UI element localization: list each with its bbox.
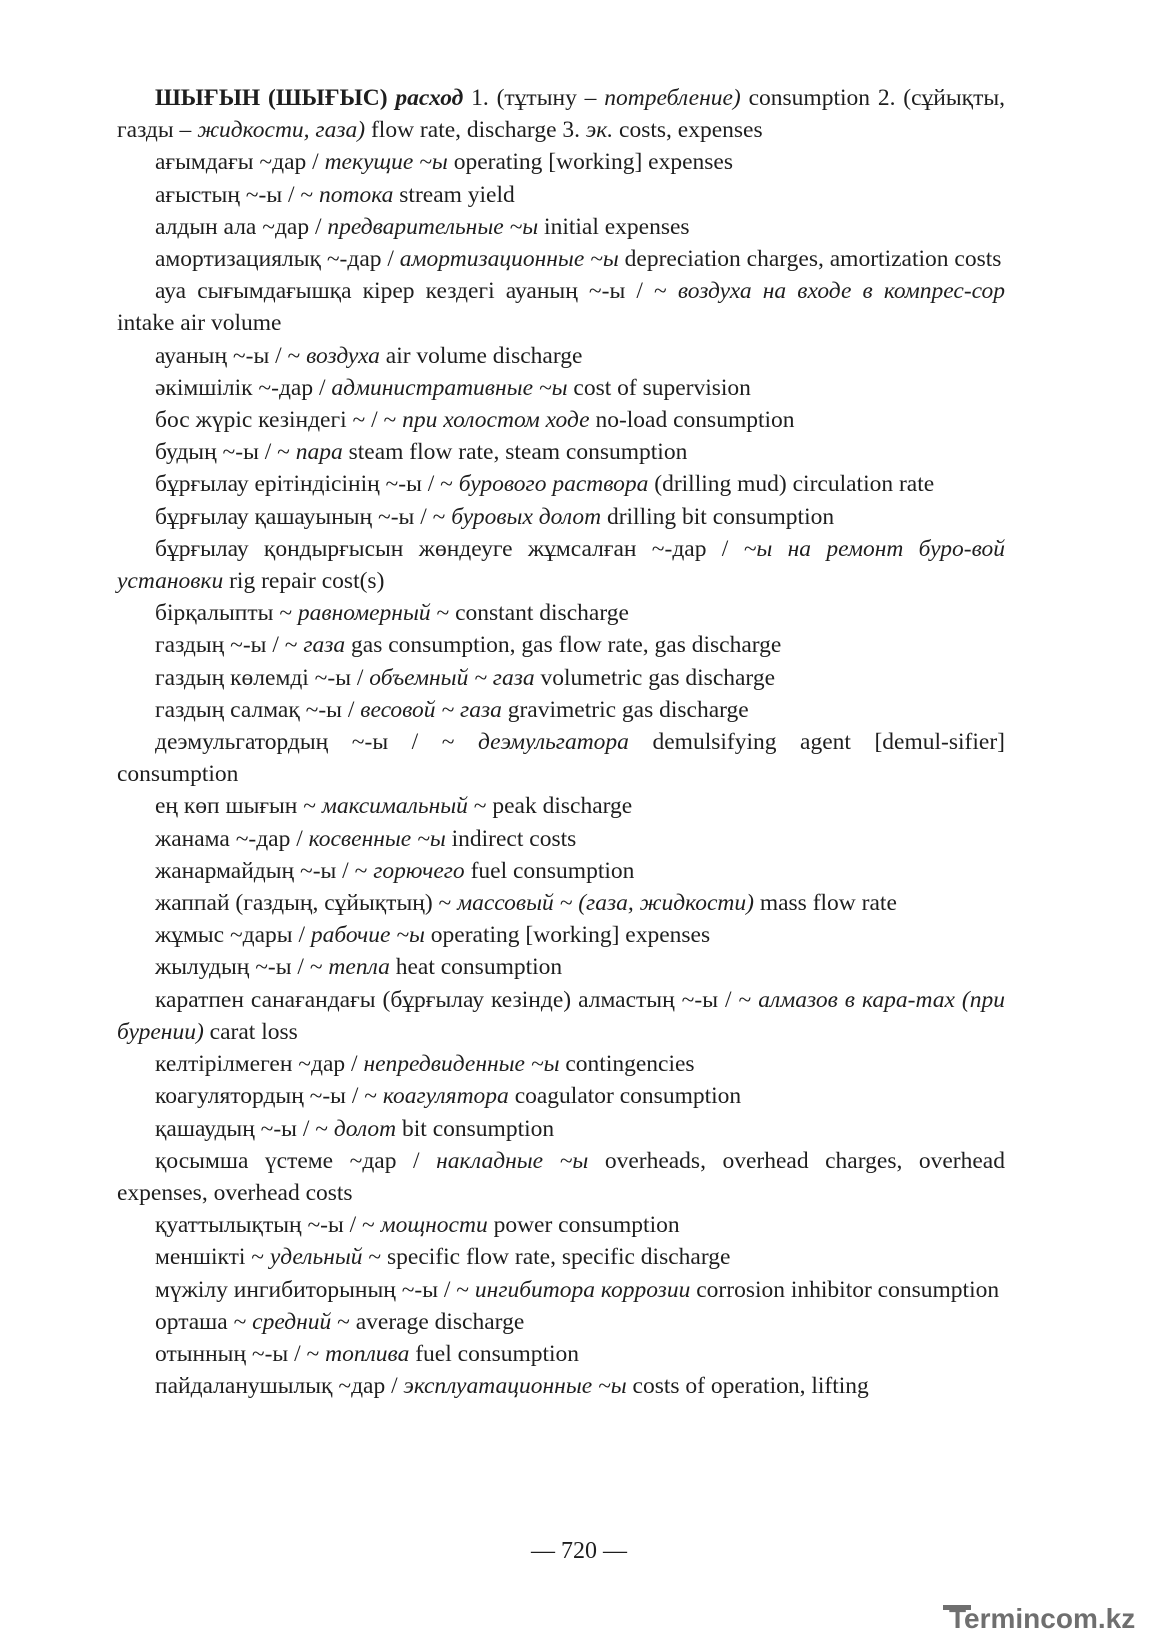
dictionary-entry (117, 919, 1005, 951)
page-number: — 720 — (531, 1538, 627, 1564)
term-text: mass flow rate (753, 890, 897, 917)
dictionary-entry (117, 404, 1005, 436)
dictionary-entry (117, 823, 1005, 855)
dictionary-entry (117, 597, 1005, 629)
term-text: жанармайдың ~-ы / ~ (155, 857, 374, 884)
term-text: depreciation charges, amortization costs (618, 246, 1002, 273)
russian-equivalent: рабочие ~ы (310, 922, 425, 949)
russian-equivalent: предварительные ~ы (327, 213, 539, 240)
term-text: деэмульгатордың ~-ы / ~ (155, 729, 478, 756)
russian-equivalent: удельный (269, 1244, 363, 1271)
russian-equivalent: потока (319, 181, 394, 208)
logo-text: Termincom.kz (949, 1603, 1136, 1634)
term-text: әкімшілік ~-дар / (155, 374, 332, 401)
term-text: costs, expenses (613, 117, 763, 144)
term-text: flow rate, discharge 3. (365, 117, 586, 144)
term-text: амортизациялық ~-дар / (155, 246, 400, 273)
russian-equivalent: алмазов в кара-тах (при бурении) (117, 986, 1005, 1045)
term-text: орташа ~ (155, 1308, 253, 1335)
russian-equivalent: коагулятора (382, 1083, 509, 1110)
term-text: ағымдағы ~дар / (155, 149, 325, 176)
term-text: fuel consumption (409, 1340, 580, 1367)
russian-equivalent: при холостом ходе (402, 407, 590, 434)
dictionary-entry (117, 790, 1005, 822)
term-text: келтірілмеген ~дар / (155, 1051, 364, 1078)
russian-equivalent: эксплуатационные ~ы (403, 1373, 627, 1400)
term-text: ағыстың ~-ы / ~ (155, 181, 319, 208)
term-text: coagulator consumption (508, 1083, 742, 1110)
dictionary-entry (117, 146, 1005, 178)
russian-equivalent: накладные ~ы (436, 1147, 589, 1174)
russian-equivalent: административные ~ы (331, 374, 568, 401)
term-text: бос жүріс кезіндегі ~ / ~ (155, 407, 403, 434)
russian-equivalent: амортизационные ~ы (399, 246, 619, 273)
term-text: каратпен санағандағы (бұрғылау кезінде) алмастың ~-ы / ~ (155, 986, 759, 1013)
russian-equivalent: воздуха на входе в компрес-сор (677, 278, 1005, 305)
term-text: газдың салмақ ~-ы / (155, 696, 361, 723)
russian-equivalent: пара (295, 439, 343, 466)
dictionary-entry (117, 1209, 1005, 1241)
dictionary-entry (117, 951, 1005, 983)
term-text: demulsifying agent [demul-sifier] consumption (117, 729, 1005, 788)
russian-equivalent: ~ы на ремонт буро-вой установки (117, 535, 1005, 595)
russian-equivalent: массовый ~ (газа, жидкости) (457, 890, 754, 917)
term-text: fuel consumption (464, 857, 635, 884)
russian-equivalent: текущие ~ы (324, 149, 448, 176)
term-text: power consumption (487, 1212, 680, 1239)
dictionary-entry (117, 436, 1005, 468)
term-text: contingencies (559, 1051, 695, 1078)
term-text: газдың ~-ы / ~ (155, 632, 304, 659)
dictionary-entry (117, 1338, 1005, 1370)
dictionary-entry (117, 1080, 1005, 1112)
russian-equivalent: деэмульгатора (477, 729, 629, 756)
term-text: operating [working] expenses (424, 922, 711, 949)
russian-equivalent: топлива (325, 1340, 410, 1367)
russian-equivalent: объемный ~ газа (369, 664, 535, 691)
term-text: жұмыс ~дары / (155, 922, 311, 949)
term-text: бірқалыпты ~ (155, 600, 298, 627)
term-text: алдын ала ~дар / (155, 213, 328, 240)
term-text: пайдаланушылық ~дар / (155, 1373, 404, 1400)
dictionary-entry (117, 1113, 1005, 1145)
dictionary-entry (117, 1241, 1005, 1273)
term-text: (drilling mud) circulation rate (648, 471, 935, 498)
russian-equivalent: ингибитора коррозии (474, 1276, 691, 1303)
dictionary-entry (117, 1370, 1005, 1402)
term-text: ауаның ~-ы / ~ (155, 342, 307, 369)
term-text: carat loss (203, 1018, 298, 1045)
term-text: volumetric gas discharge (534, 664, 776, 691)
russian-equivalent: воздуха (306, 342, 380, 369)
dictionary-entry (117, 179, 1005, 211)
dictionary-entry (117, 1145, 1005, 1209)
dictionary-entry (117, 855, 1005, 887)
term-text: gas consumption, gas flow rate, gas discharge (345, 632, 782, 659)
term-text: отынның ~-ы / ~ (155, 1340, 326, 1367)
dictionary-entry (117, 533, 1005, 597)
term-text: air volume discharge (379, 342, 583, 369)
term-text: бұрғылау ерітіндісінің ~-ы / ~ (155, 471, 459, 498)
russian-equivalent: весовой ~ газа (360, 696, 502, 723)
term-text: intake air volume (117, 310, 282, 337)
russian-equivalent: буровых долот (451, 503, 602, 530)
term-text: initial expenses (538, 213, 690, 240)
russian-equivalent: косвенные ~ы (308, 825, 446, 852)
dictionary-entry (117, 726, 1005, 790)
term-text: меншікті ~ (155, 1244, 270, 1271)
dictionary-entry (117, 1274, 1005, 1306)
russian-equivalent: газа (303, 632, 346, 659)
term-text: steam flow rate, steam consumption (342, 439, 688, 466)
term-text: қосымша үстеме ~дар / (155, 1147, 437, 1174)
dictionary-entry (117, 275, 1005, 339)
term-text: мүжілу ингибиторының ~-ы / ~ (155, 1276, 475, 1303)
dictionary-entry (117, 501, 1005, 533)
term-text: қашаудың ~-ы / ~ (155, 1115, 334, 1142)
dictionary-entry (117, 629, 1005, 661)
term-text: stream yield (393, 181, 515, 208)
entry-list (117, 146, 1005, 1402)
term-text: бұрғылау қондырғысын жөндеуге жұмсалған ~-дар / (155, 535, 744, 562)
term-text: будың ~-ы / ~ (155, 439, 296, 466)
term-text: heat consumption (389, 954, 563, 981)
dictionary-entry (117, 243, 1005, 275)
russian-equivalent: горючего (373, 857, 465, 884)
dictionary-entry (117, 468, 1005, 500)
dictionary-entry (117, 1306, 1005, 1338)
term-text: rig repair cost(s) (223, 568, 385, 595)
dictionary-page (117, 82, 1005, 1402)
russian-equivalent: бурового раствора (458, 471, 649, 498)
term-text: бұрғылау қашауының ~-ы / ~ (155, 503, 452, 530)
term-text: operating [working] expenses (447, 149, 733, 176)
term-text: indirect costs (445, 825, 577, 852)
russian-equivalent: равномерный (297, 600, 431, 627)
dictionary-entry (117, 887, 1005, 919)
termincom-logo (943, 1603, 1143, 1637)
term-text: ең көп шығын ~ (155, 793, 322, 820)
headword-term: ШЫҒЫН (ШЫҒЫС) (155, 85, 388, 111)
term-text: consumption 2. (сұйықты, газды – (117, 85, 1006, 144)
term-text: қуаттылықтың ~-ы / ~ (155, 1212, 381, 1239)
term-text: no-load consumption (589, 407, 795, 434)
dictionary-entry (117, 694, 1005, 726)
russian-equivalent: потребление) (604, 85, 741, 111)
term-text: 1. (тұтыну – (463, 85, 605, 111)
russian-equivalent: жидкости, газа) (197, 117, 366, 144)
russian-equivalent: долот (333, 1115, 397, 1142)
term-text: жаппай (газдың, сұйықтың) ~ (155, 890, 458, 917)
dictionary-entry (117, 984, 1005, 1048)
term-text: overheads, overhead charges, overhead expenses, overhead costs (117, 1147, 1005, 1206)
dictionary-entry (117, 662, 1005, 694)
russian-equivalent: тепла (328, 954, 390, 981)
term-text: cost of supervision (567, 374, 751, 401)
term-text: ~ average discharge (331, 1308, 525, 1335)
term-text: gravimetric gas discharge (501, 696, 749, 723)
term-text: газдың көлемді ~-ы / (155, 664, 370, 691)
term-text: corrosion inhibitor consumption (690, 1276, 1000, 1303)
headword-entry (117, 82, 1005, 146)
term-text: ~ peak discharge (467, 793, 633, 820)
term-text: ауа сығымдағышқа кірер кездегі ауаның ~-ы / ~ (155, 278, 678, 305)
term-text: bit consumption (396, 1115, 555, 1142)
term-text: жылудың ~-ы / ~ (155, 954, 329, 981)
headword-russian: расход (395, 85, 464, 111)
term-text: жанама ~-дар / (155, 825, 309, 852)
russian-equivalent: мощности (380, 1212, 488, 1239)
term-text: costs of operation, lifting (626, 1373, 869, 1400)
dictionary-entry (117, 372, 1005, 404)
russian-equivalent: непредвиденные ~ы (363, 1051, 560, 1078)
russian-equivalent: средний (252, 1308, 332, 1335)
term-text: ~ constant discharge (430, 600, 629, 627)
dictionary-entry (117, 211, 1005, 243)
term-text: drilling bit consumption (601, 503, 835, 530)
dictionary-entry (117, 1048, 1005, 1080)
term-text: ~ specific flow rate, specific discharge (362, 1244, 731, 1271)
russian-equivalent: эк. (585, 117, 614, 144)
term-text: коагулятордың ~-ы / ~ (155, 1083, 383, 1110)
dictionary-entry (117, 340, 1005, 372)
russian-equivalent: максимальный (321, 793, 468, 820)
